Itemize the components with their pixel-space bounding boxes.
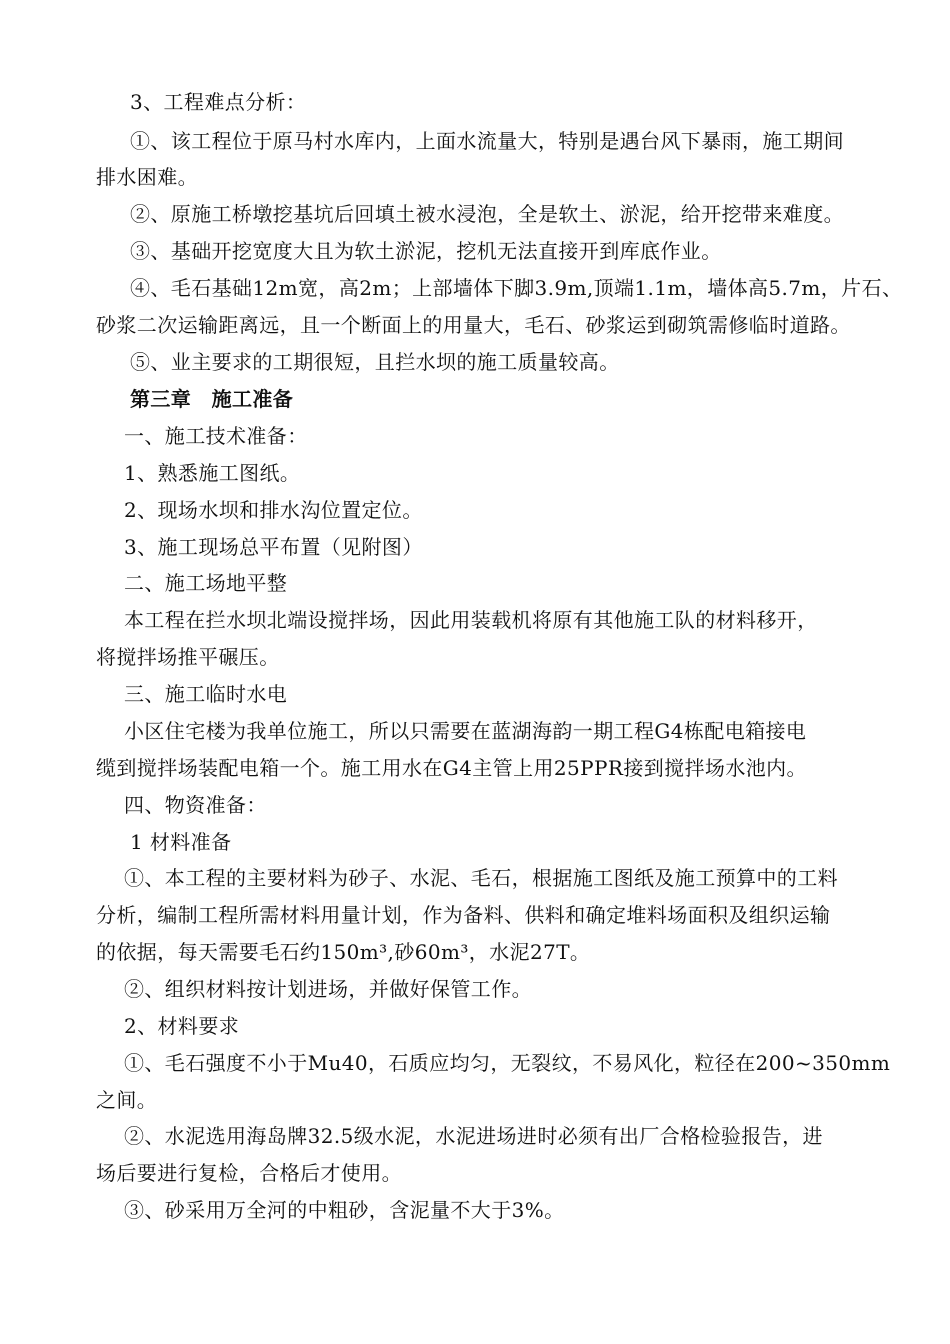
paragraph-line: 砂浆二次运输距离远，且一个断面上的用量大，毛石、砂浆运到砌筑需修临时道路。 [96,313,851,337]
paragraph-line: ①、该工程位于原马村水库内，上面水流量大，特别是遇台风下暴雨，施工期间 [130,129,844,153]
paragraph-line: ②、原施工桥墩挖基坑后回填土被水浸泡，全是软土、淤泥，给开挖带来难度。 [130,202,844,226]
paragraph-line: 将搅拌场推平碾压。 [96,645,280,669]
paragraph-line: 排水困难。 [96,165,198,189]
paragraph-line: ③、基础开挖宽度大且为软土淤泥，挖机无法直接开到库底作业。 [130,239,722,263]
paragraph-line: 之间。 [96,1088,158,1112]
subsection-heading: 2、材料要求 [124,1014,240,1038]
section-heading: 二、施工场地平整 [124,571,288,595]
paragraph-line: 场后要进行复检，合格后才使用。 [96,1161,402,1185]
subsection-heading: 1 材料准备 [130,830,232,854]
paragraph-line: ⑤、业主要求的工期很短，且拦水坝的施工质量较高。 [130,350,620,374]
paragraph-line: 分析，编制工程所需材料用量计划，作为备料、供料和确定堆料场面积及组织运输 [96,903,831,927]
chapter-heading: 第三章 施工准备 [130,387,294,411]
paragraph-line: ①、毛石强度不小于Mu40，石质应均匀，无裂纹，不易风化，粒径在200~350mm [124,1051,891,1075]
section-heading: 一、施工技术准备： [124,424,308,448]
paragraph-line: ①、本工程的主要材料为砂子、水泥、毛石，根据施工图纸及施工预算中的工料 [124,866,838,890]
list-item: 2、现场水坝和排水沟位置定位。 [124,498,423,522]
list-item: 1、熟悉施工图纸。 [124,461,301,485]
paragraph-line: ②、水泥选用海岛牌32.5级水泥，水泥进场进时必须有出厂合格检验报告，进 [124,1124,823,1148]
paragraph-line: ④、毛石基础12m宽，高2m；上部墙体下脚3.9m,顶端1.1m，墙体高5.7m，片石、 [130,276,903,300]
paragraph-line: 缆到搅拌场装配电箱一个。施工用水在G4主管上用25PPR接到搅拌场水池内。 [96,756,807,780]
paragraph-line: 小区住宅楼为我单位施工，所以只需要在蓝湖海韵一期工程G4栋配电箱接电 [124,719,807,743]
paragraph-line: 的依据，每天需要毛石约150m³,砂60m³，水泥27T。 [96,940,591,964]
heading-difficulty-analysis: 3、工程难点分析： [130,90,307,114]
section-heading: 三、施工临时水电 [124,682,288,706]
list-item: 3、施工现场总平布置（见附图） [124,535,423,559]
paragraph-line: ③、砂采用万全河的中粗砂，含泥量不大于3%。 [124,1198,565,1222]
paragraph-line: 本工程在拦水坝北端设搅拌场，因此用装载机将原有其他施工队的材料移开， [124,608,818,632]
paragraph-line: ②、组织材料按计划进场，并做好保管工作。 [124,977,532,1001]
section-heading: 四、物资准备： [124,793,267,817]
